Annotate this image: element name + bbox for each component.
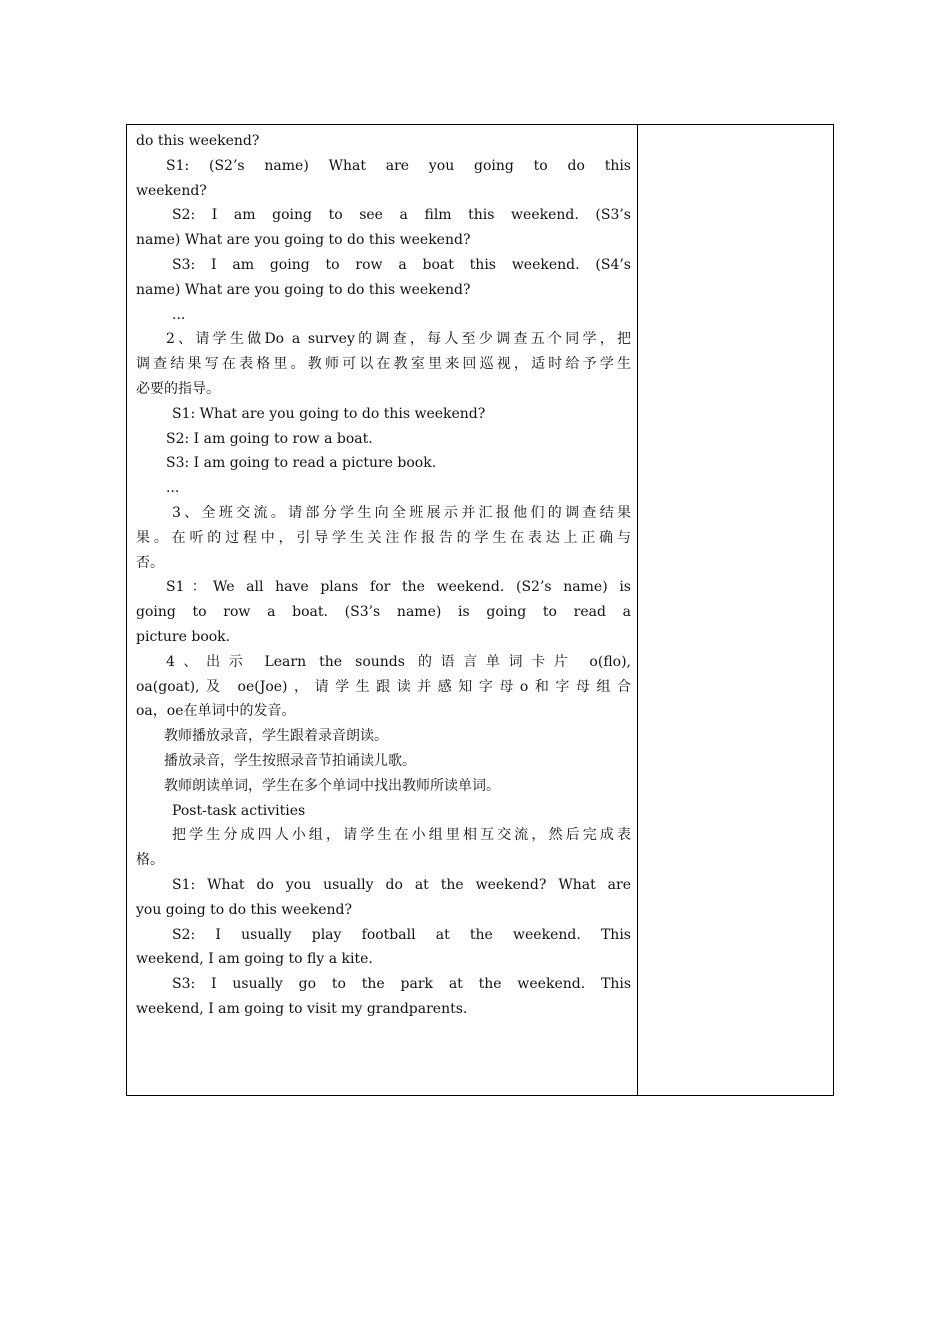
text-line: 把学生分成四人小组，请学生在小组里相互交流，然后完成表: [172, 827, 631, 844]
text-line: 必要的指导。: [136, 380, 220, 397]
text-line: S3: I am going to row a boat this weekend. (S4’s: [172, 256, 631, 273]
text-line: weekend, I am going to fly a kite.: [136, 951, 373, 968]
lesson-table: [126, 124, 834, 1096]
procedure-column: [127, 125, 638, 1095]
text-line: weekend?: [136, 182, 207, 199]
text-line: going to row a boat. (S3’s name) is going to read a: [136, 604, 631, 621]
text-line: oa(goat),及 oe(Joe)，请学生跟读并感知字母o和字母组合: [136, 678, 631, 695]
text-line: S3: I usually go to the park at the weekend. This: [172, 976, 631, 993]
text-line: 教师朗读单词，学生在多个单词中找出教师所读单词。: [164, 777, 500, 794]
text-line: 播放录音，学生按照录音节拍诵读儿歌。: [164, 752, 416, 769]
text-line: weekend, I am going to visit my grandparents.: [136, 1000, 468, 1017]
text-line: S1: What do you usually do at the weekend? What are: [172, 876, 631, 893]
text-line: 教师播放录音，学生跟着录音朗读。: [164, 728, 388, 745]
notes-column: [638, 125, 833, 1095]
text-line: 果。在听的过程中，引导学生关注作报告的学生在表达上正确与: [136, 529, 631, 546]
text-line: oa，oe在单词中的发音。: [136, 703, 296, 720]
text-line: ...: [166, 480, 180, 497]
text-line: picture book.: [136, 628, 231, 645]
text-line: do this weekend?: [136, 133, 260, 149]
text-line: name) What are you going to do this weekend?: [136, 281, 471, 298]
text-line: S3: I am going to read a picture book.: [166, 455, 437, 472]
text-line: 调查结果写在表格里。教师可以在教室里来回巡视，适时给予学生: [136, 356, 631, 373]
text-line: 3、全班交流。请部分学生向全班展示并汇报他们的调查结果: [172, 504, 631, 521]
text-line: S1: What are you going to do this weekend?: [172, 405, 486, 422]
text-line: 2、请学生做Do a survey的调查，每人至少调查五个同学，把: [166, 331, 631, 348]
text-line: 否。: [136, 554, 164, 571]
text-line: you going to do this weekend?: [136, 901, 353, 918]
text-line: S2: I usually play football at the weekend. This: [172, 926, 631, 943]
text-line: S2: I am going to row a boat.: [166, 430, 373, 447]
text-line: Post-task activities: [172, 802, 306, 819]
text-line: 格。: [136, 852, 164, 869]
text-line: ...: [172, 306, 186, 323]
text-line: name) What are you going to do this weekend?: [136, 232, 471, 249]
text-line: S1: (S2’s name) What are you going to do this: [166, 157, 631, 174]
text-line: 4、出示 Learn the sounds 的语言单词卡片 o(flo),: [166, 653, 631, 670]
text-line: S1：We all have plans for the weekend. (S2’s name) is: [166, 579, 631, 596]
text-line: S2: I am going to see a film this weekend. (S3’s: [172, 207, 631, 224]
